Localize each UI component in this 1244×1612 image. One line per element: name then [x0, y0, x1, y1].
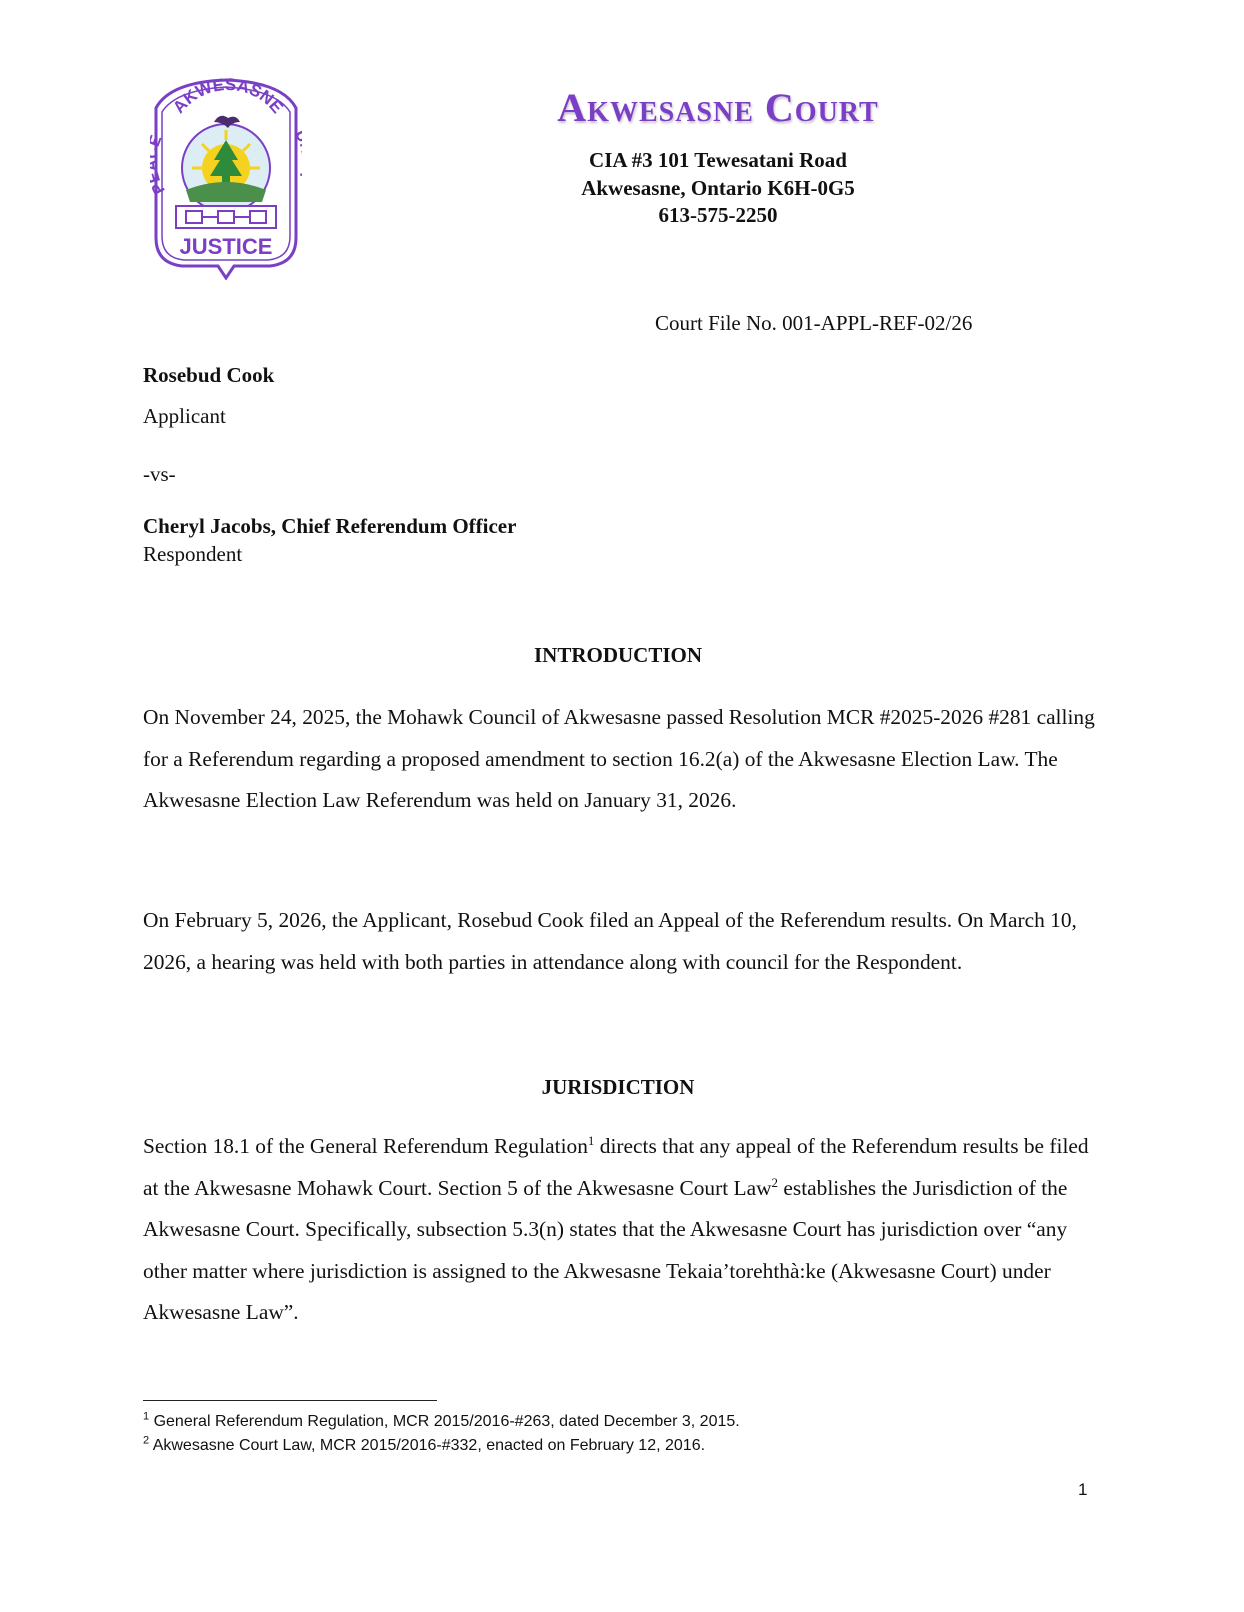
seal-left-text: P: [150, 179, 169, 197]
footnote-1-text: General Referendum Regulation, MCR 2015/2016-#263, dated December 3, 2015.: [149, 1413, 740, 1430]
court-title: Akwesasne Court: [557, 85, 879, 130]
court-file-number: Court File No. 001-APPL-REF-02/26: [655, 311, 973, 335]
court-seal-logo: [150, 78, 302, 280]
seal-top-text: AKWESASNE: [169, 78, 287, 117]
footnote-1: [143, 1410, 740, 1431]
seal-graphic: [150, 78, 302, 280]
introduction-paragraph-1: On November 24, 2025, the Mohawk Council of Akwesasne passed Resolution MCR #2025-2026 #281 calling for a Referendum regarding a proposed amendment to section 16.2(a) of the Akwesasne Election Law. The Akwesasne Election Law Referendum was held on January 31, 2026.: [143, 705, 1095, 812]
jurisdiction-paragraph: [143, 1126, 1103, 1334]
seal-bottom-text: JUSTICE: [179, 234, 273, 259]
footnote-divider: [143, 1400, 437, 1401]
footnote-2-number: 2: [143, 1434, 150, 1447]
footnote-1-number: 1: [143, 1410, 150, 1423]
jurisdiction-text-part-1: Section 18.1 of the General Referendum Regulation: [143, 1134, 588, 1158]
respondent-role: Respondent: [143, 542, 243, 566]
jurisdiction-text-part-3: establishes the Jurisdiction of the Akwesasne Court. Specifically, subsection 5.3(n) states that the Akwesasne Court has jurisdiction over “any other matter where jurisdiction is assigned to the Akwesasne Tekaia’torehthà:ke (Akwesasne Court) under Akwesasne Law”.: [143, 1175, 1068, 1324]
address-line-1: CIA #3 101 Tewesatani Road: [589, 148, 847, 172]
footnote-2: [143, 1434, 706, 1455]
jurisdiction-heading: JURISDICTION: [541, 1075, 695, 1099]
footnote-ref-1: 1: [587, 1132, 595, 1148]
applicant-role: Applicant: [143, 404, 226, 428]
phone-number: 613-575-2250: [658, 203, 778, 227]
versus-label: -vs-: [143, 462, 176, 486]
jurisdiction-text-part-2: directs that any appeal of the Referendum results be filed at the Akwesasne Mohawk Court. Section 5 of the Akwesasne Court Law: [143, 1134, 1089, 1200]
introduction-paragraph-2: On February 5, 2026, the Applicant, Rosebud Cook filed an Appeal of the Referendum results. On March 10, 2026, a hearing was held with both parties in attendance along with council for the Respondent.: [143, 908, 1077, 974]
introduction-heading: INTRODUCTION: [533, 643, 703, 667]
respondent-name: Cheryl Jacobs, Chief Referendum Officer: [143, 514, 517, 538]
footnote-2-text: Akwesasne Court Law, MCR 2015/2016-#332, enacted on February 12, 2016.: [149, 1437, 706, 1454]
page-number: 1: [1078, 1480, 1088, 1499]
footnote-ref-2: 2: [771, 1174, 779, 1190]
applicant-name: Rosebud Cook: [143, 363, 275, 387]
address-line-2: Akwesasne, Ontario K6H-0G5: [581, 176, 855, 200]
